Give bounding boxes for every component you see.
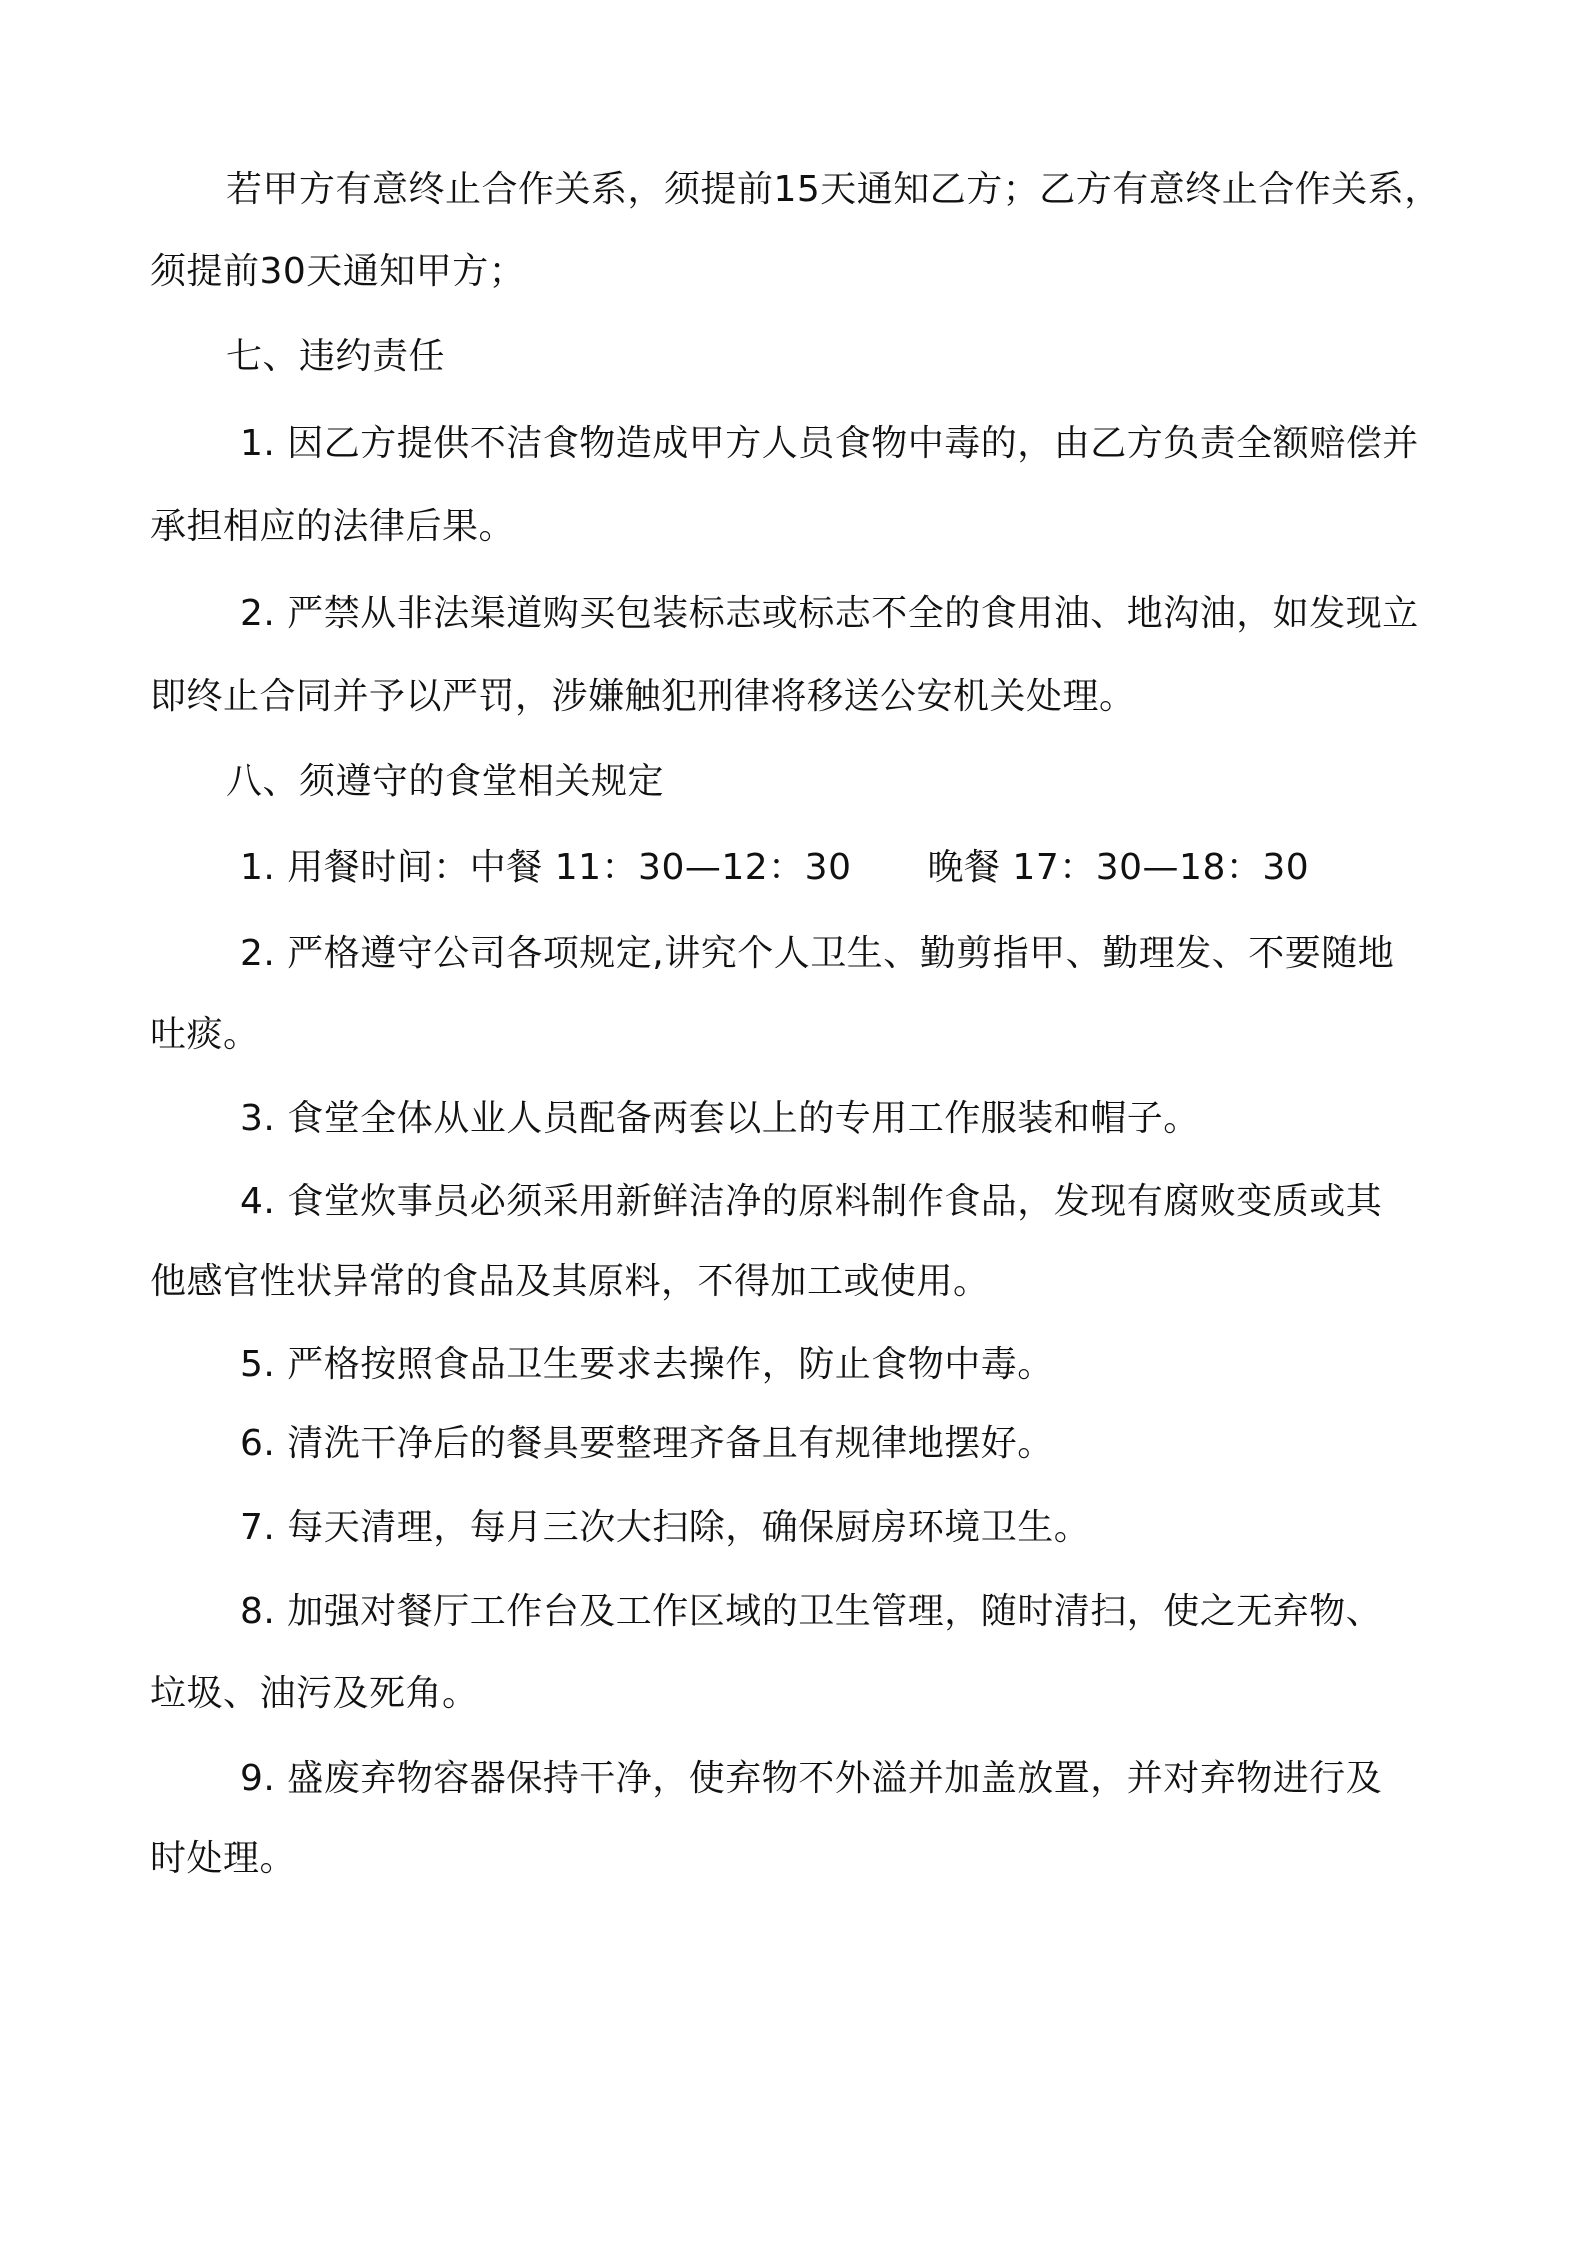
section-8-item-8-line-1: 8. 加强对餐厅工作台及工作区域的卫生管理，随时清扫，使之无弃物、 xyxy=(240,1591,1383,1632)
section-8-item-4-line-1: 4. 食堂炊事员必须采用新鲜洁净的原料制作食品，发现有腐败变质或其 xyxy=(240,1181,1383,1222)
section-8-item-5: 5. 严格按照食品卫生要求去操作，防止食物中毒。 xyxy=(240,1344,1054,1385)
section-7-item-2-line-1: 2. 严禁从非法渠道购买包装标志或标志不全的食用油、地沟油，如发现立 xyxy=(240,593,1419,634)
section-7-item-1-line-1: 1. 因乙方提供不洁食物造成甲方人员食物中毒的，由乙方负责全额赔偿并 xyxy=(240,423,1419,464)
lunch-time: 1. 用餐时间：中餐 11：30—12：30 xyxy=(240,847,852,888)
section-8-item-3: 3. 食堂全体从业人员配备两套以上的专用工作服装和帽子。 xyxy=(240,1098,1200,1139)
section-8-item-6: 6. 清洗干净后的餐具要整理齐备且有规律地摆好。 xyxy=(240,1423,1054,1464)
section-8-heading: 八、须遵守的食堂相关规定 xyxy=(226,761,665,802)
section-7-heading: 七、违约责任 xyxy=(226,336,446,377)
section-8-item-9-line-2: 时处理。 xyxy=(150,1838,297,1879)
section-7-item-2-line-2: 即终止合同并予以严罚，涉嫌触犯刑律将移送公安机关处理。 xyxy=(150,676,1136,717)
termination-paragraph-line-1: 若甲方有意终止合作关系，须提前15天通知乙方；乙方有意终止合作关系， xyxy=(226,169,1441,210)
section-7-item-1-line-2: 承担相应的法律后果。 xyxy=(150,506,516,547)
section-8-item-2-line-2: 吐痰。 xyxy=(150,1014,260,1055)
section-8-item-1 xyxy=(150,826,1550,910)
section-8-item-2-line-1: 2. 严格遵守公司各项规定,讲究个人卫生、勤剪指甲、勤理发、不要随地 xyxy=(240,933,1395,974)
section-8-item-8-line-2: 垃圾、油污及死角。 xyxy=(150,1673,479,1714)
section-8-item-7: 7. 每天清理，每月三次大扫除，确保厨房环境卫生。 xyxy=(240,1507,1091,1548)
section-8-item-9-line-1: 9. 盛废弃物容器保持干净，使弃物不外溢并加盖放置，并对弃物进行及 xyxy=(240,1758,1383,1799)
section-8-item-4-line-2: 他感官性状异常的食品及其原料，不得加工或使用。 xyxy=(150,1261,990,1302)
termination-paragraph-line-2: 须提前30天通知甲方； xyxy=(150,251,526,292)
dinner-time: 晚餐 17：30—18：30 xyxy=(927,847,1310,888)
